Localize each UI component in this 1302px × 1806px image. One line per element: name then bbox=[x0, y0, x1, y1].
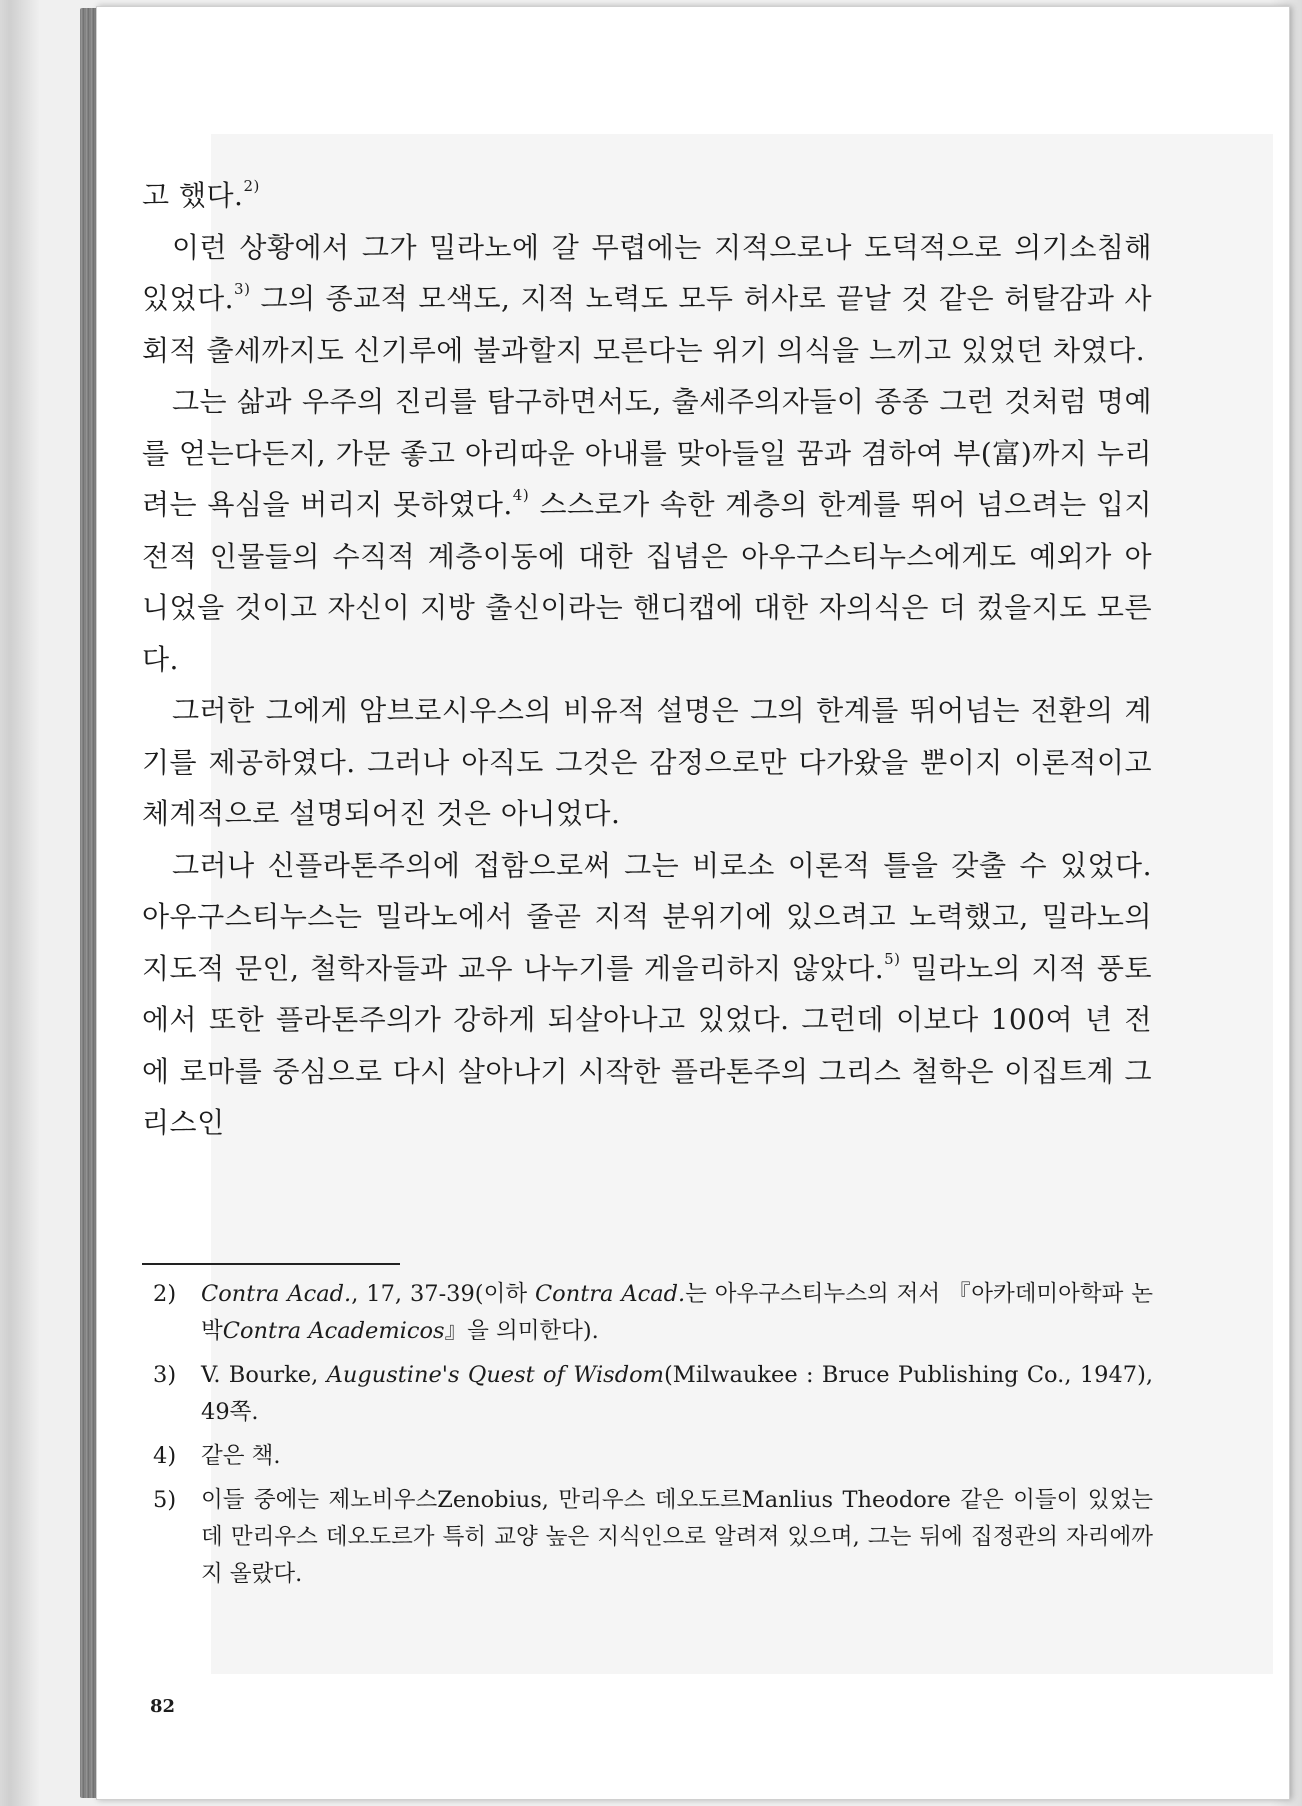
text-run: 고 했다. bbox=[142, 179, 244, 212]
paragraph bbox=[142, 376, 1152, 685]
paragraph bbox=[142, 170, 1152, 222]
body-text bbox=[142, 170, 1152, 1149]
footnote-reference: 4) bbox=[512, 486, 530, 504]
text-run: 같은 책. bbox=[201, 1443, 281, 1469]
footnote-reference: 3) bbox=[234, 280, 251, 298]
text-run: 그러한 그에게 암브로시우스의 비유적 설명은 그의 한계를 뛰어넘는 전환의 계기를 제공하였다. 그러나 아직도 그것은 감정으로만 다가왔을 뿐이지 이론적이고 체계적으로 설명되어진 것은 아니었다. bbox=[142, 694, 1152, 830]
italic-title: Contra Acad. bbox=[201, 1281, 352, 1307]
paragraph bbox=[142, 222, 1152, 377]
text-run: 그러나 신플라톤주의에 접함으로써 그는 비로소 이론적 틀을 갖출 수 있었다. 아우구스티누스는 밀라노에서 줄곧 지적 분위기에 있으려고 노력했고, 밀라노의 지도적 문인, 철학자들과 교우 나누기를 게을리하지 않았다. bbox=[142, 848, 1152, 985]
footnote-reference: 2) bbox=[243, 177, 260, 195]
footnote bbox=[153, 1438, 1153, 1475]
text-run: 는 아우구스티누스의 저서 『아카데미아학파 논박 bbox=[201, 1281, 1154, 1344]
text-run: 이런 상황에서 그가 밀라노에 갈 무렵에는 지적으로나 도덕적으로 의기소침해 있었다. bbox=[142, 230, 1152, 315]
footnote-separator bbox=[142, 1263, 400, 1265]
text-run: 스스로가 속한 계층의 한계를 뛰어 넘으려는 입지전적 인물들의 수직적 계층이동에 대한 집념은 아우구스티누스에게도 예외가 아니었을 것이고 자신이 지방 출신이라는 핸디캡에 대한 자의식은 더 컸을지도 모른다. bbox=[142, 488, 1153, 676]
footnote bbox=[153, 1357, 1153, 1431]
text-run: 그는 삶과 우주의 진리를 탐구하면서도, 출세주의자들이 종종 그런 것처럼 명예를 얻는다든지, 가문 좋고 아리따운 아내를 맞아들일 꿈과 겸하여 부(富)까지 누리려는 욕심을 버리지 못하였다. bbox=[142, 385, 1152, 521]
page-number: 82 bbox=[150, 1696, 176, 1717]
italic-title: Augustine's Quest of Wisdom bbox=[326, 1362, 665, 1388]
footnote bbox=[153, 1276, 1153, 1350]
footnote-number: 3) bbox=[153, 1362, 177, 1388]
footnote-number: 2) bbox=[153, 1281, 177, 1307]
text-run: 밀라노의 지적 풍토에서 또한 플라톤주의가 강하게 되살아나고 있었다. 그런데 이보다 100여 년 전에 로마를 중심으로 다시 살아나기 시작한 플라톤주의 그리스 철학은 이집트계 그리스인 bbox=[142, 951, 1152, 1139]
text-run: V. Bourke, bbox=[201, 1362, 327, 1388]
footnote bbox=[153, 1482, 1153, 1593]
paragraph bbox=[142, 840, 1152, 1149]
text-run: 』을 의미한다). bbox=[444, 1318, 599, 1344]
text-run: 그의 종교적 모색도, 지적 노력도 모두 허사로 끝날 것 같은 허탈감과 사회적 출세까지도 신기루에 불과할지 모른다는 위기 의식을 느끼고 있었던 차였다. bbox=[142, 282, 1152, 367]
footnote-reference: 5) bbox=[884, 949, 901, 968]
paragraph bbox=[142, 685, 1152, 840]
text-run: 이들 중에는 제노비우스Zenobius, 만리우스 데오도르Manlius Theodore 같은 이들이 있었는데 만리우스 데오도르가 특히 교양 높은 지식인으로 알려져 있으며, 그는 뒤에 집정관의 자리에까지 올랐다. bbox=[201, 1487, 1153, 1587]
italic-title: Contra Acad. bbox=[534, 1281, 686, 1307]
footnote-number: 4) bbox=[153, 1443, 177, 1469]
footnote-number: 5) bbox=[153, 1487, 177, 1513]
footnotes-list bbox=[153, 1276, 1153, 1600]
text-run: (Milwaukee : Bruce Publishing Co., 1947), 49쪽. bbox=[201, 1362, 1154, 1425]
italic-title: Contra Academicos bbox=[222, 1318, 445, 1344]
text-run: , 17, 37-39(이하 bbox=[351, 1281, 535, 1307]
